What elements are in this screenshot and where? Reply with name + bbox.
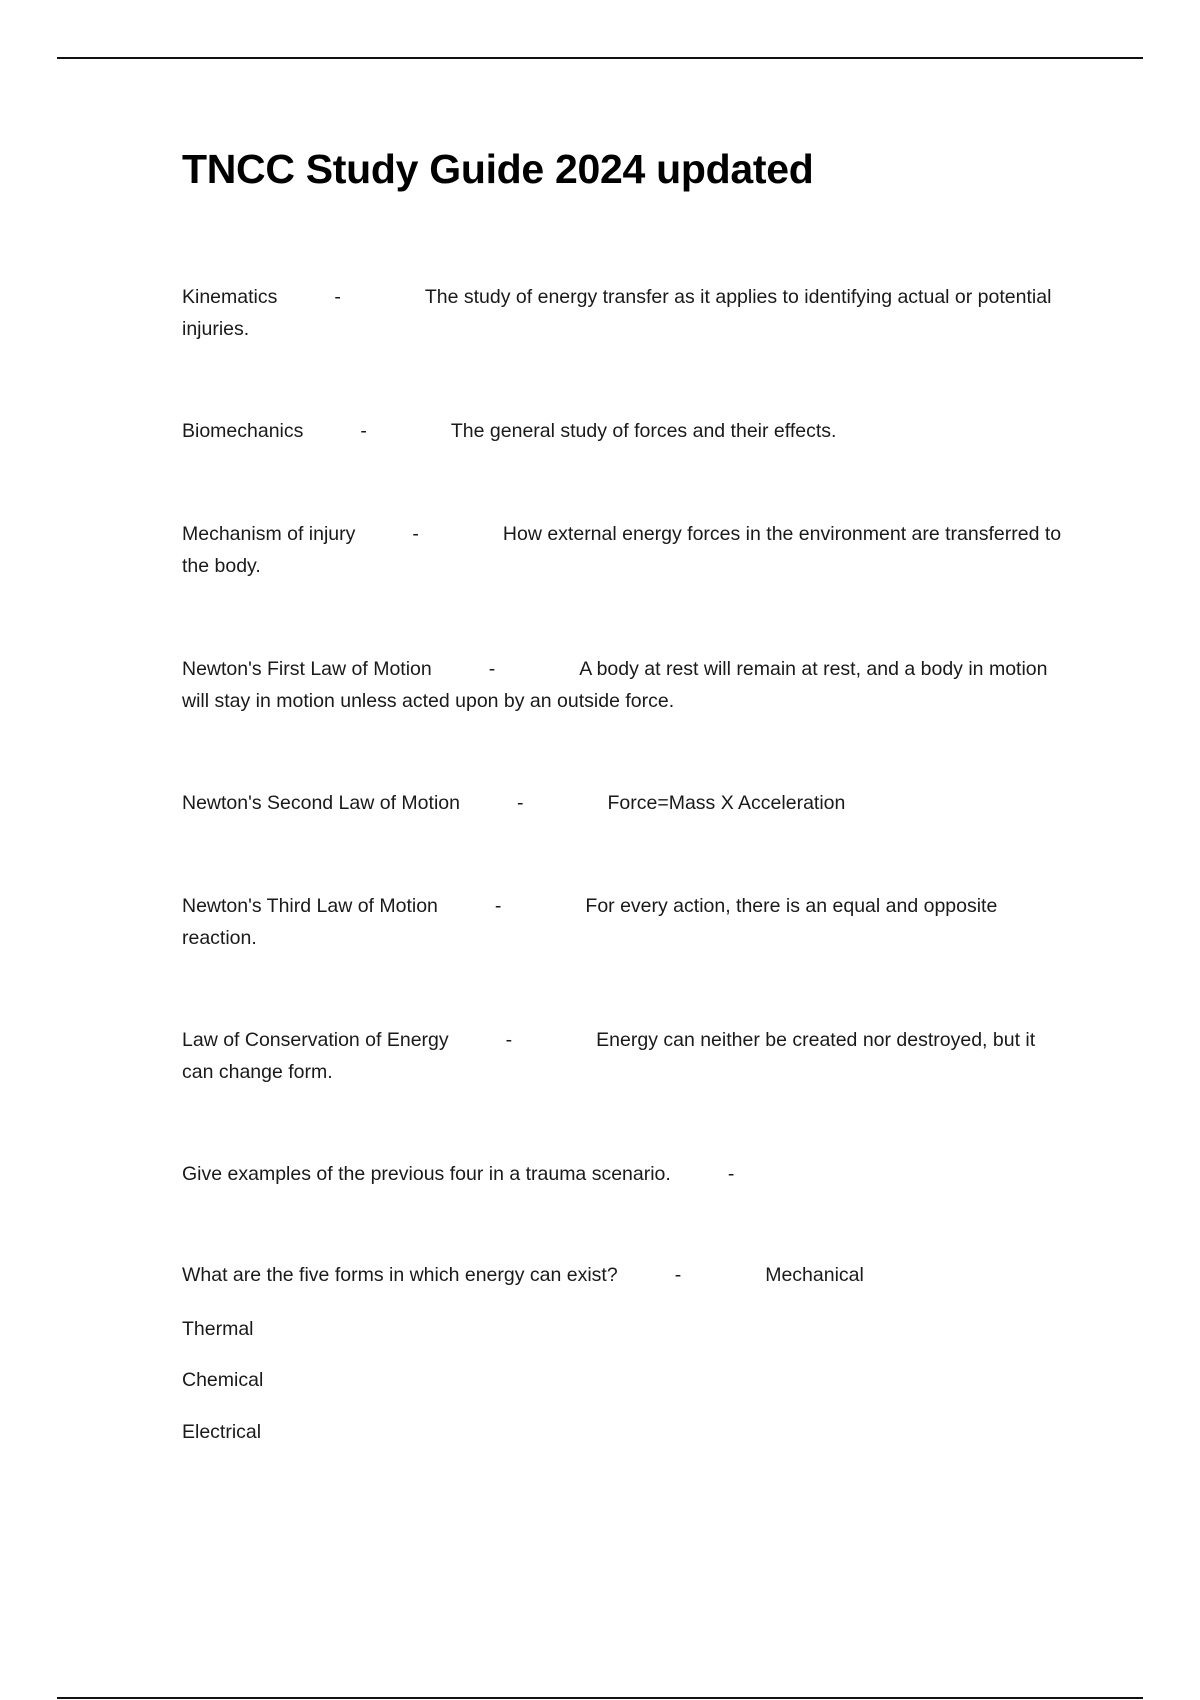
energy-form-thermal: Thermal [182, 1318, 254, 1340]
entry-newtons-third-law [182, 890, 1062, 954]
entry-definition: Energy can neither be created nor destroyed, but it can change form. [182, 1029, 1036, 1083]
entry-newtons-second-law [182, 787, 1062, 819]
energy-form-electrical: Electrical [182, 1421, 262, 1443]
bottom-rule [57, 1697, 1143, 1699]
entry-separator: - [674, 1264, 682, 1286]
entry-biomechanics [182, 415, 1062, 447]
entry-definition: The study of energy transfer as it applies to identifying actual or potential injuries. [182, 286, 1052, 340]
entry-definition: Force=Mass X Acceleration [607, 792, 846, 814]
entry-mechanism-of-injury [182, 518, 1062, 582]
document-title: TNCC Study Guide 2024 updated [182, 146, 814, 192]
entry-separator: - [334, 286, 341, 308]
entry-separator: - [494, 895, 502, 917]
entry-separator: - [505, 1029, 513, 1051]
entry-term: Newton's First Law of Motion [182, 658, 432, 680]
top-rule [57, 57, 1143, 59]
entry-term: Give examples of the previous four in a trauma scenario. [182, 1163, 671, 1185]
entry-term: Biomechanics [182, 420, 304, 442]
entry-term: Mechanism of injury [182, 523, 356, 545]
entry-term: What are the five forms in which energy can exist? [182, 1264, 618, 1286]
entry-separator: - [516, 792, 524, 814]
entry-separator: - [360, 420, 367, 442]
entry-separator: - [412, 523, 419, 545]
entry-definition: How external energy forces in the environment are transferred to the body. [182, 523, 1062, 577]
entry-newtons-first-law [182, 653, 1062, 717]
entry-five-forms-of-energy [182, 1259, 1062, 1291]
entry-term: Law of Conservation of Energy [182, 1029, 449, 1051]
entry-separator: - [488, 658, 496, 680]
entry-term: Kinematics [182, 286, 278, 308]
entry-term: Newton's Third Law of Motion [182, 895, 438, 917]
entry-separator: - [727, 1163, 735, 1185]
entry-give-examples [182, 1158, 1062, 1190]
entry-definition: A body at rest will remain at rest, and a body in motion will stay in motion unless acted upon by an outside force. [182, 658, 1048, 712]
entry-term: Newton's Second Law of Motion [182, 792, 460, 814]
entry-definition: Mechanical [765, 1264, 864, 1286]
entry-kinematics [182, 281, 1062, 345]
entry-definition: For every action, there is an equal and opposite reaction. [182, 895, 998, 949]
energy-form-chemical: Chemical [182, 1369, 264, 1391]
entry-conservation-of-energy [182, 1024, 1062, 1088]
entry-definition: The general study of forces and their effects. [450, 420, 837, 442]
